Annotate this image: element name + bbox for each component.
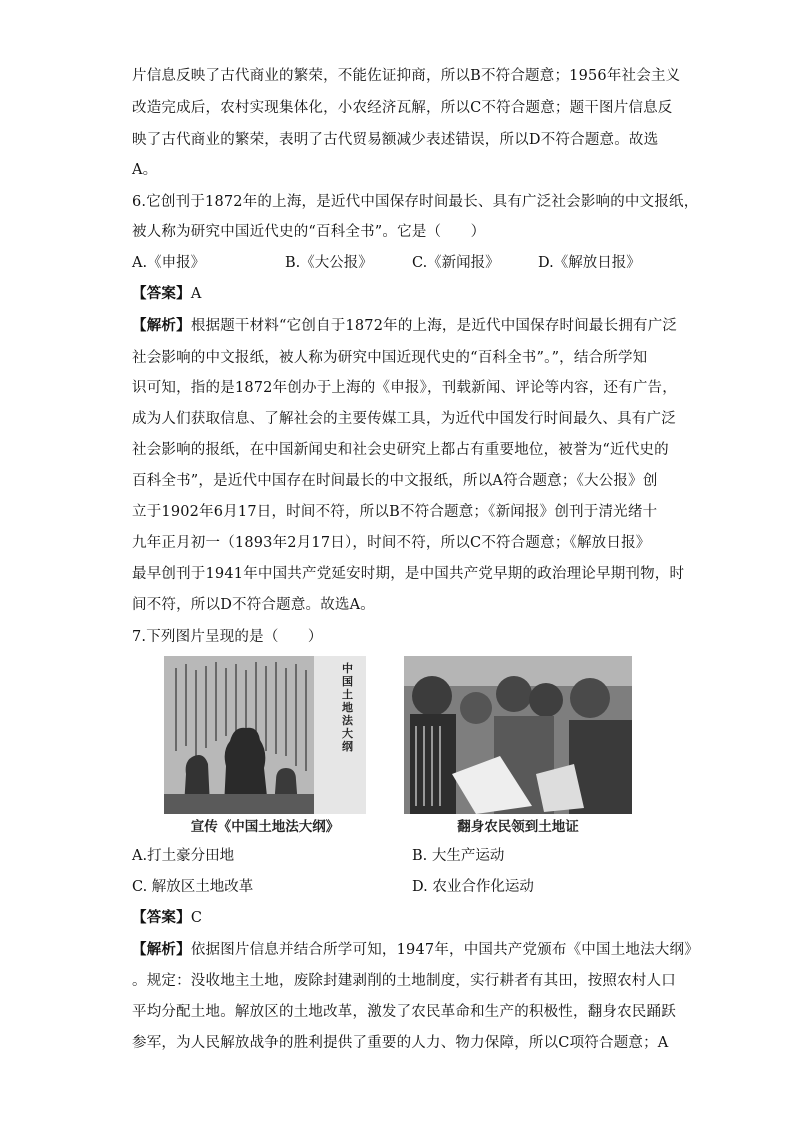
analysis-label: 【解析】 [132,317,191,334]
q6-option-b: B.《大公报》 [285,255,373,271]
q6-analysis-line: 间不符，所以D不符合题意。故选A。 [132,597,375,613]
q6-option-d: D.《解放日报》 [538,255,641,271]
q6-analysis-line: 最早创刊于1941年中国共产党延安时期，是中国共产党早期的政治理论早期刊物，时 [132,566,685,582]
answer-value: C [190,910,203,926]
analysis-text: 根据题干材料“它创自于1872年的上海，是近代中国保存时间最长拥有广泛 [190,318,678,334]
answer-label: 【答案】 [132,285,191,302]
left-photo-caption: 宣传《中国土地法大纲》 [190,819,340,835]
q6-analysis-line: 社会影响的报纸，在中国新闻史和社会史研究上都占有重要地位，被誉为“近代史的 [132,442,669,458]
q6-option-a: A.《申报》 [132,255,206,271]
q6-option-c: C.《新闻报》 [412,255,500,271]
poster-photo-illustration [164,656,366,814]
q7-option-c: C. 解放区土地改革 [132,879,254,895]
peasants-photo-illustration [404,656,632,814]
q7-option-d: D. 农业合作化运动 [412,879,534,895]
q6-analysis-line: 社会影响的中文报纸，被人称为研究中国近现代史的“百科全书”。”，结合所学知 [132,350,648,366]
q6-answer [132,284,672,304]
land-law-poster-photo [164,656,366,814]
poster-vertical-text: 中国土地法大纲 [342,662,353,753]
q7-answer [132,908,672,928]
right-photo-caption: 翻身农民领到土地证 [457,819,579,835]
intro-line: 改造完成后，农村实现集体化，小农经济瓦解，所以C不符合题意；题干图片信息反 [132,100,673,116]
q7-analysis-line: 参军，为人民解放战争的胜利提供了重要的人力、物力保障，所以C项符合题意；A [132,1035,669,1051]
q6-analysis-line: 立于1902年6月17日，时间不符，所以B不符合题意；《新闻报》创刊于清光绪十 [132,504,658,520]
q6-stem-line: 6.它创刊于1872年的上海，是近代中国保存时间最长、具有广泛社会影响的中文报纸， [132,194,699,210]
answer-label: 【答案】 [132,909,191,926]
q7-stem: 7.下列图片呈现的是（ ） [132,629,323,645]
q7-analysis-line: 。规定：没收地主土地，废除封建剥削的土地制度，实行耕者有其田，按照农村人口 [132,973,676,989]
q6-stem-line: 被人称为研究中国近代史的“百科全书”。它是（ ） [132,224,486,240]
q7-option-b: B. 大生产运动 [412,848,505,864]
intro-line: 片信息反映了古代商业的繁荣，不能佐证抑商，所以B不符合题意；1956年社会主义 [132,68,681,84]
q7-analysis-line [132,940,699,960]
q7-option-a: A.打土豪分田地 [132,848,235,864]
peasants-certificate-photo [404,656,632,814]
intro-line: A。 [132,162,158,178]
q6-analysis-line: 百科全书”，是近代中国存在时间最长的中文报纸，所以A符合题意；《大公报》创 [132,473,658,489]
q6-analysis-line: 识可知，指的是1872年创办于上海的《申报》，刊载新闻、评论等内容，还有广告， [132,380,677,396]
intro-line: 映了古代商业的繁荣，表明了古代贸易额减少表述错误，所以D不符合题意。故选 [132,132,659,148]
analysis-text: 依据图片信息并结合所学可知，1947年，中国共产党颁布《中国土地法大纲》 [190,942,699,958]
analysis-label: 【解析】 [132,941,191,958]
q6-analysis-line [132,316,678,336]
answer-value: A [190,286,202,302]
q6-analysis-line: 九年正月初一（1893年2月17日），时间不符，所以C不符合题意；《解放日报》 [132,535,651,551]
q6-analysis-line: 成为人们获取信息、了解社会的主要传媒工具，为近代中国发行时间最久、具有广泛 [132,411,676,427]
q7-analysis-line: 平均分配土地。解放区的土地改革，激发了农民革命和生产的积极性，翻身农民踊跃 [132,1004,676,1020]
